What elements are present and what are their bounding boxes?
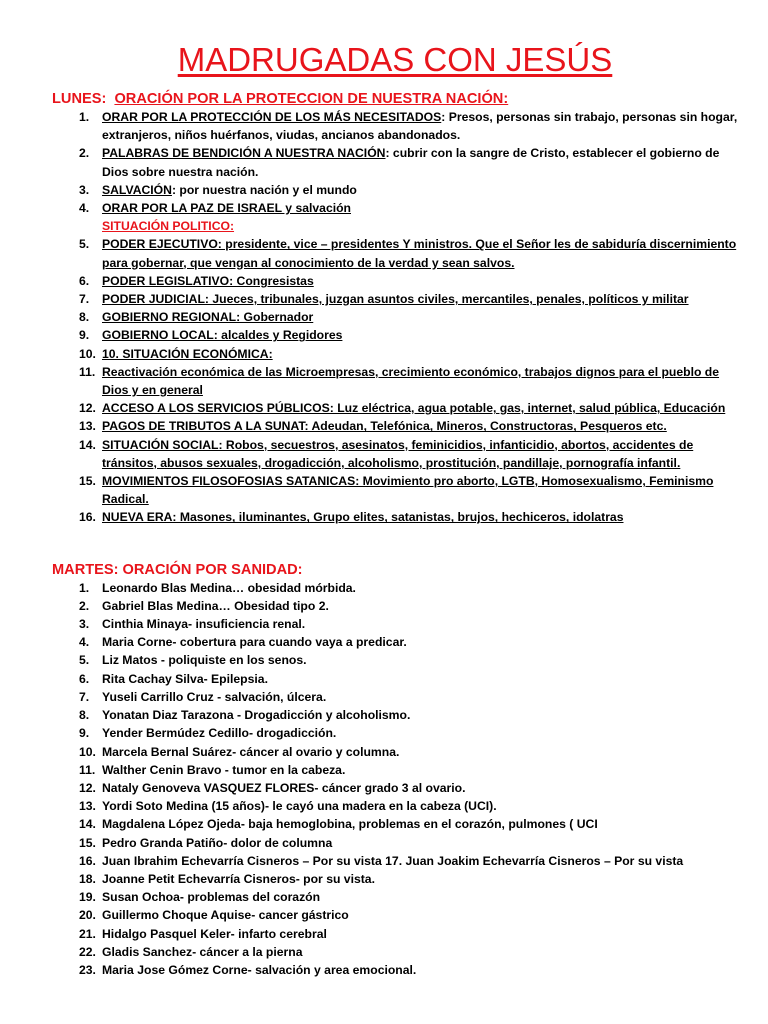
item-label: ORAR POR LA PROTECCIÓN DE LOS MÁS NECESITADOS [102,110,442,124]
item-number: 23. [79,962,96,977]
item-label: MOVIMIENTOS FILOSOFOSIAS SATANICAS: Movimiento pro aborto, LGTB, Homosexualismo, Feminismo Radical. [102,474,714,507]
item-number: 3. [79,617,90,632]
item-text: Magdalena López Ojeda- baja hemoglobina, problemas en el corazón, pulmones ( UCI [102,817,598,832]
list-item [52,144,738,180]
item-text [102,417,738,435]
item-text: Juan Ibrahim Echevarría Cisneros – Por su vista 17. Juan Joakim Echevarría Cisneros – Por su vista [102,853,684,868]
list-item [52,326,738,344]
list-item [52,417,738,435]
item-text: Hidalgo Pasquel Keler- infarto cerebral [102,926,327,941]
list-item [52,815,738,833]
item-label: Reactivación económica de las Microempresas, crecimiento económico, trabajos dignos para el pueblo de Dios y en general [102,364,720,398]
item-text: Walther Cenin Bravo - tumor en la cabeza. [102,762,346,777]
item-text [102,472,738,508]
list-item [52,688,738,706]
item-number: 21. [79,926,96,941]
item-number: 8. [79,310,90,325]
list-item [52,852,738,870]
item-label: PODER EJECUTIVO: presidente, vice – presidentes Y ministros. Que el Señor les de sabiduría discernimiento para gobernar, que vengan al conocimiento de la verdad y sean salvos. [102,237,737,270]
list-item [52,508,738,526]
item-label: PODER JUDICIAL: Jueces, tribunales, juzgan asuntos civiles, mercantiles, penales, políticos y militar [102,292,689,307]
item-number: 9. [79,726,90,741]
list-item [52,272,738,290]
item-text [102,181,738,199]
list-item [52,797,738,815]
martes-heading: MARTES: ORACIÓN POR SANIDAD: [52,561,303,578]
item-text [102,108,738,144]
item-text: Yonatan Diaz Tarazona - Drogadicción y alcoholismo. [102,708,411,723]
item-number: 11. [79,762,96,777]
list-item [52,181,738,199]
item-number: 14. [79,817,96,832]
item-number: 2. [79,146,90,161]
list-item [52,290,738,308]
item-text [102,345,738,363]
list-item [52,363,738,399]
item-text: Cinthia Minaya- insuficiencia renal. [102,617,306,632]
item-label: ACCESO A LOS SERVICIOS PÚBLICOS: Luz eléctrica, agua potable, gas, internet, salud pública, Educación [102,401,726,416]
item-label: PAGOS DE TRIBUTOS A LA SUNAT: Adeudan, Telefónica, Mineros, Constructoras, Pesqueros etc. [102,419,667,434]
item-number: 20. [79,908,96,923]
item-number: 19. [79,890,96,905]
item-text [102,308,738,326]
list-item [52,199,738,217]
item-label: SALVACIÓN [102,182,172,197]
item-text [102,199,738,217]
item-number: 18. [79,871,96,886]
item-text: Pedro Granda Patiño- dolor de columna [102,835,333,850]
item-text [102,399,738,417]
lunes-heading [52,90,738,108]
lunes-heading-text: ORACIÓN POR LA PROTECCION DE NUESTRA NACIÓN: [114,91,509,107]
item-text: Gabriel Blas Medina… Obesidad tipo 2. [102,598,329,613]
item-detail: : por nuestra nación y el mundo [171,182,357,197]
item-number: 7. [79,292,90,307]
list-item [52,651,738,669]
list-item [52,961,738,979]
list-item [52,925,738,943]
item-number: 8. [79,708,90,723]
item-number: 11. [79,364,96,379]
item-text: Marcela Bernal Suárez- cáncer al ovario y columna. [102,744,400,759]
item-text: Leonardo Blas Medina… obesidad mórbida. [102,580,356,595]
martes-list [52,579,738,979]
item-number: 4. [79,201,90,216]
item-number: 10. [79,346,96,361]
item-text: Yender Bermúdez Cedillo- drogadicción. [102,726,337,741]
page-title: MADRUGADAS CON JESÚS [177,41,613,78]
item-text: Maria Jose Gómez Corne- salvación y area emocional. [102,962,417,977]
list-item [52,870,738,888]
item-label: GOBIERNO REGIONAL: Gobernador [102,310,314,325]
item-number: 6. [79,273,90,288]
item-number: 13. [79,419,96,434]
item-number: 2. [79,598,90,613]
list-item [52,308,738,326]
item-text [102,508,738,526]
item-text: Rita Cachay Silva- Epilepsia. [102,671,268,686]
item-label: ORAR POR LA PAZ DE ISRAEL y salvación [102,201,351,216]
item-number: 15. [79,835,96,850]
item-number: 13. [79,799,96,814]
item-label: NUEVA ERA: Masones, iluminantes, Grupo elites, satanistas, brujos, hechiceros, idolatras [102,510,624,525]
item-text: Susan Ochoa- problemas del corazón [102,890,321,905]
list-item [52,615,738,633]
item-detail: : Presos, personas sin trabajo, personas sin hogar, extranjeros, niños huérfanos, viudas, ancianos abandonados. [102,110,738,143]
item-text: Gladis Sanchez- cáncer a la pierna [102,944,303,959]
item-number: 6. [79,671,90,686]
list-item [52,472,738,508]
section-spacer [52,527,738,561]
item-text: Yordi Soto Medina (15 años)- le cayó una madera en la cabeza (UCI). [102,799,497,814]
list-item [52,743,738,761]
list-item [52,108,738,144]
item-label: 10. SITUACIÓN ECONÓMICA: [102,346,273,361]
item-number: 3. [79,182,90,197]
item-number: 9. [79,328,90,343]
list-item [52,834,738,852]
item-text: Guillermo Choque Aquise- cancer gástrico [102,908,349,923]
item-label: SITUACIÓN POLITICO: [102,219,235,234]
list-item [52,597,738,615]
list-item [52,761,738,779]
item-text [102,363,738,399]
item-label: PALABRAS DE BENDICIÓN A NUESTRA NACIÓN [102,146,386,161]
item-label: GOBIERNO LOCAL: alcaldes y Regidores [102,328,343,343]
item-text [102,290,738,308]
item-text: Maria Corne- cobertura para cuando vaya a predicar. [102,635,407,650]
item-text [102,235,738,271]
lunes-day-label: LUNES: [52,91,107,107]
list-subheading [52,217,738,235]
item-text: Nataly Genoveva VASQUEZ FLORES- cáncer grado 3 al ovario. [102,780,466,795]
item-text [102,144,738,180]
item-text [102,217,738,235]
list-item [52,888,738,906]
item-number: 1. [79,580,90,595]
item-label: PODER LEGISLATIVO: Congresistas [102,273,314,288]
item-number: 10. [79,744,96,759]
item-detail: : cubrir con la sangre de Cristo, establecer el gobierno de Dios sobre nuestra nación. [102,146,720,179]
item-number: 22. [79,944,96,959]
item-number: 16. [79,853,96,868]
item-number: 5. [79,237,90,252]
item-number: 1. [79,110,90,124]
list-item [52,670,738,688]
item-number: 5. [79,653,90,668]
list-item [52,235,738,271]
item-number: 4. [79,635,90,650]
list-item [52,399,738,417]
list-item [52,436,738,472]
item-number: 12. [79,780,96,795]
item-number: 7. [79,689,90,704]
item-number: 12. [79,401,96,416]
list-item [52,906,738,924]
list-item [52,345,738,363]
item-text [102,272,738,290]
item-text: Yuseli Carrillo Cruz - salvación, úlcera. [102,689,327,704]
item-number: 14. [79,437,96,452]
list-item [52,943,738,961]
item-number: 16. [79,510,96,525]
item-text: Liz Matos - poliquiste en los senos. [102,653,307,668]
item-text [102,436,738,472]
list-item [52,724,738,742]
item-number: 15. [79,474,96,489]
list-item [52,579,738,597]
item-label: SITUACIÓN SOCIAL: Robos, secuestros, asesinatos, feminicidios, infanticidio, abortos, accidentes de tránsitos, abusos sexuales, drogadicción, alcoholismo, prostitución, pandillaje, pornografía infantil. [102,437,694,470]
item-text: Joanne Petit Echevarría Cisneros- por su vista. [102,871,375,886]
item-text [102,326,738,344]
list-item [52,779,738,797]
lunes-list [52,108,738,527]
list-item [52,633,738,651]
list-item [52,706,738,724]
